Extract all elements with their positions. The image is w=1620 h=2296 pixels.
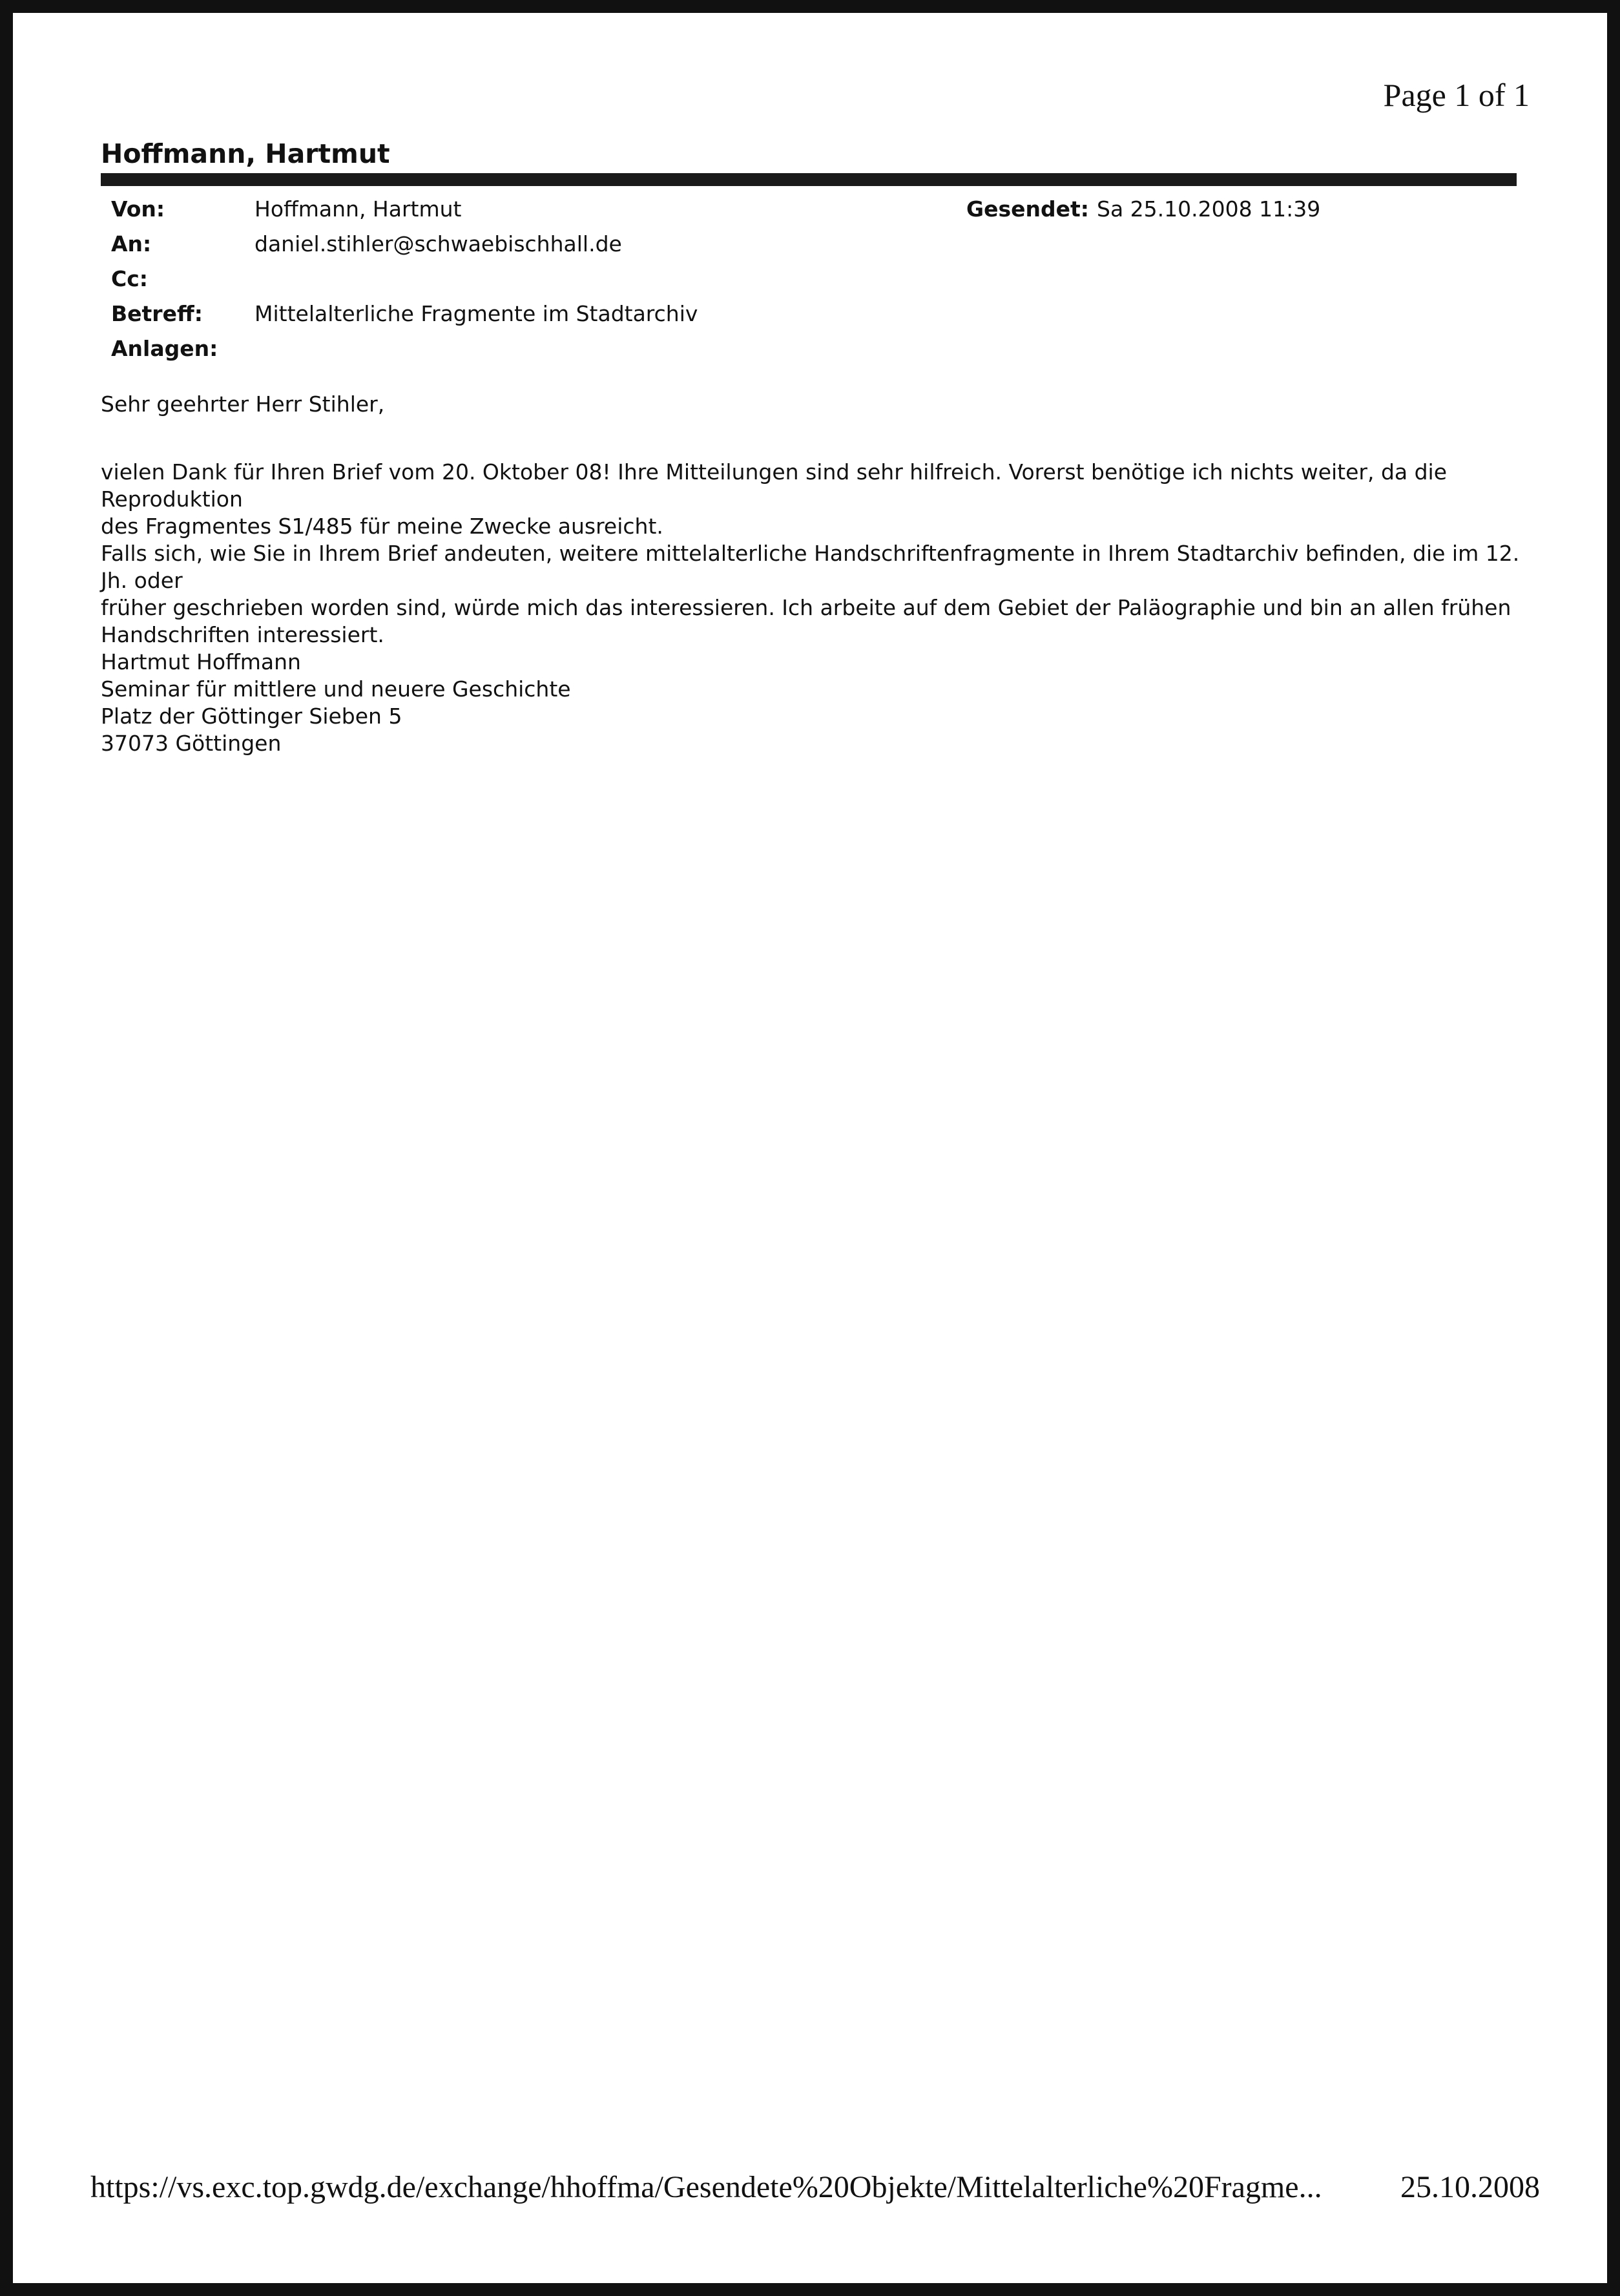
paragraph-1 <box>101 459 1522 540</box>
footer-url: https://vs.exc.top.gwdg.de/exchange/hhoffma/Gesendete%20Objekte/Mittelalterliche%20Fragme... <box>90 2170 1322 2204</box>
page-number: Page 1 of 1 <box>1383 77 1530 113</box>
subject-row <box>111 296 1517 331</box>
from-label: Von: <box>111 196 165 222</box>
cc-label: Cc: <box>111 266 148 291</box>
signature <box>101 649 1522 757</box>
message-body <box>101 459 1522 757</box>
body-line: des Fragmentes S1/485 für meine Zwecke ausreicht. <box>101 514 663 539</box>
body-line: Falls sich, wie Sie in Ihrem Brief andeuten, weitere mittelalterliche Handschriftenfragmente in Ihrem Stadtarchiv befinden, die im 12. Jh. oder <box>101 541 1520 593</box>
body-line: Handschriften interessiert. <box>101 622 384 647</box>
signature-line: Hartmut Hoffmann <box>101 649 301 674</box>
to-label: An: <box>111 231 152 256</box>
sender-heading: Hoffmann, Hartmut <box>101 138 390 169</box>
subject-label: Betreff: <box>111 301 203 326</box>
from-value: Hoffmann, Hartmut <box>254 196 462 222</box>
email-header-fields <box>111 191 1517 366</box>
signature-line: Platz der Göttinger Sieben 5 <box>101 704 402 729</box>
attachments-label: Anlagen: <box>111 336 218 361</box>
paragraph-2 <box>101 540 1522 649</box>
signature-line: Seminar für mittlere und neuere Geschichte <box>101 676 571 702</box>
heading-divider <box>101 173 1517 186</box>
signature-line: 37073 Göttingen <box>101 731 282 756</box>
body-line: vielen Dank für Ihren Brief vom 20. Oktober 08! Ihre Mitteilungen sind sehr hilfreich. Vorerst benötige ich nichts weiter, da die Reproduktion <box>101 459 1448 512</box>
body-line: früher geschrieben worden sind, würde mich das interessieren. Ich arbeite auf dem Gebiet der Paläographie und bin an allen frühen <box>101 595 1511 620</box>
footer-date: 25.10.2008 <box>1400 2170 1540 2204</box>
sent-value: Sa 25.10.2008 11:39 <box>1097 196 1321 222</box>
from-row <box>111 191 1517 226</box>
attachments-row <box>111 331 1517 366</box>
cc-row <box>111 261 1517 296</box>
subject-value: Mittelalterliche Fragmente im Stadtarchiv <box>254 301 698 326</box>
to-row <box>111 226 1517 261</box>
salutation: Sehr geehrter Herr Stihler, <box>101 391 385 417</box>
to-value: daniel.stihler@schwaebischhall.de <box>254 231 622 256</box>
sent-label: Gesendet: <box>966 196 1089 222</box>
